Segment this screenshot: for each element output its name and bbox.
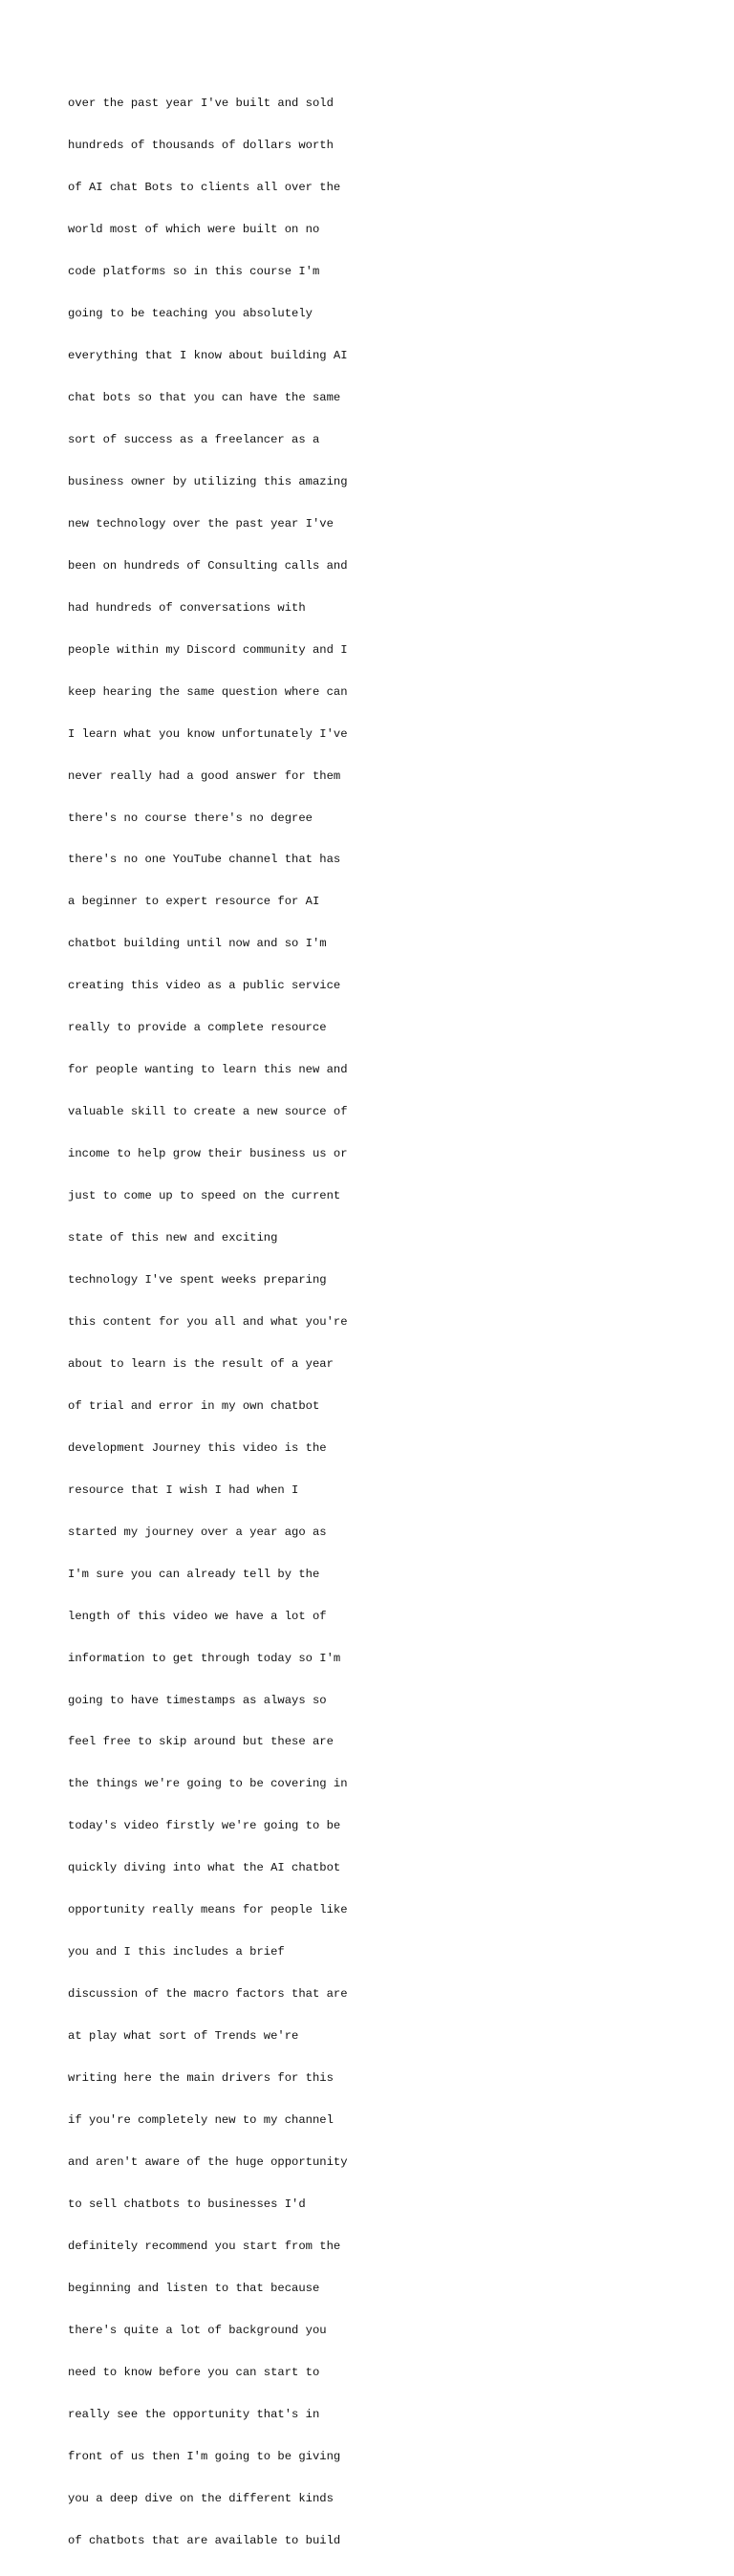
text-line: I'm sure you can already tell by the xyxy=(68,1567,320,1581)
text-line: of AI chat Bots to clients all over the xyxy=(68,181,341,195)
text-line: started my journey over a year ago as xyxy=(68,1525,327,1539)
text-line: quickly diving into what the AI chatbot xyxy=(68,1861,341,1875)
text-line: information to get through today so I'm xyxy=(68,1651,341,1665)
text-line: of trial and error in my own chatbot xyxy=(68,1398,320,1413)
text-line: writing here the main drivers for this xyxy=(68,2071,334,2086)
text-line: feel free to skip around but these are xyxy=(68,1735,334,1749)
text-line: discussion of the macro factors that are xyxy=(68,1987,348,2002)
text-line: today's video firstly we're going to be xyxy=(68,1819,341,1833)
text-line: to sell chatbots to businesses I'd xyxy=(68,2197,306,2211)
text-line: people within my Discord community and I xyxy=(68,642,348,657)
text-line: I learn what you know unfortunately I've xyxy=(68,726,348,741)
text-line: income to help grow their business us or xyxy=(68,1147,348,1161)
text-line: beginning and listen to that because xyxy=(68,2281,320,2295)
text-line: opportunity really means for people like xyxy=(68,1903,348,1917)
text-line: and aren't aware of the huge opportunity xyxy=(68,2155,348,2170)
text-line: of chatbots that are available to build xyxy=(68,2533,341,2547)
text-line: at play what sort of Trends we're xyxy=(68,2029,299,2044)
text-line: new technology over the past year I've xyxy=(68,516,334,530)
text-line: world most of which were built on no xyxy=(68,223,320,237)
text-line: code platforms so in this course I'm xyxy=(68,265,320,279)
text-line: there's quite a lot of background you xyxy=(68,2323,327,2337)
text-line: you and I this includes a brief xyxy=(68,1945,285,1959)
text-line: keep hearing the same question where can xyxy=(68,684,348,699)
text-line: state of this new and exciting xyxy=(68,1231,278,1245)
text-line: been on hundreds of Consulting calls and xyxy=(68,558,348,573)
text-line: need to know before you can start to xyxy=(68,2365,320,2379)
text-line: the things we're going to be covering in xyxy=(68,1777,348,1791)
text-line: had hundreds of conversations with xyxy=(68,600,306,615)
transcript-text xyxy=(68,69,680,2576)
text-line: just to come up to speed on the current xyxy=(68,1189,341,1203)
text-line: if you're completely new to my channel xyxy=(68,2113,334,2128)
text-line: technology I've spent weeks preparing xyxy=(68,1273,327,1287)
text-line: front of us then I'm going to be giving xyxy=(68,2449,341,2463)
text-line: definitely recommend you start from the xyxy=(68,2239,341,2253)
text-line: length of this video we have a lot of xyxy=(68,1609,327,1623)
text-line: sort of success as a freelancer as a xyxy=(68,432,320,446)
text-line: over the past year I've built and sold xyxy=(68,97,334,111)
text-line: business owner by utilizing this amazing xyxy=(68,474,348,488)
text-line: about to learn is the result of a year xyxy=(68,1356,334,1371)
text-line: everything that I know about building AI xyxy=(68,349,348,363)
text-line: for people wanting to learn this new and xyxy=(68,1063,348,1077)
text-line: a beginner to expert resource for AI xyxy=(68,895,320,909)
text-line: really to provide a complete resource xyxy=(68,1021,327,1035)
text-line: development Journey this video is the xyxy=(68,1440,327,1455)
text-line: going to be teaching you absolutely xyxy=(68,307,313,321)
text-line: there's no one YouTube channel that has xyxy=(68,853,341,867)
text-line: chatbot building until now and so I'm xyxy=(68,937,327,951)
text-line: you a deep dive on the different kinds xyxy=(68,2491,334,2505)
text-line: resource that I wish I had when I xyxy=(68,1483,299,1497)
text-line: never really had a good answer for them xyxy=(68,768,341,783)
text-line: really see the opportunity that's in xyxy=(68,2407,320,2421)
text-line: there's no course there's no degree xyxy=(68,811,313,825)
text-line: valuable skill to create a new source of xyxy=(68,1105,348,1119)
text-line: this content for you all and what you're xyxy=(68,1314,348,1329)
text-line: creating this video as a public service xyxy=(68,979,341,993)
text-line: going to have timestamps as always so xyxy=(68,1693,327,1707)
text-line: hundreds of thousands of dollars worth xyxy=(68,139,334,153)
text-line: chat bots so that you can have the same xyxy=(68,390,341,404)
